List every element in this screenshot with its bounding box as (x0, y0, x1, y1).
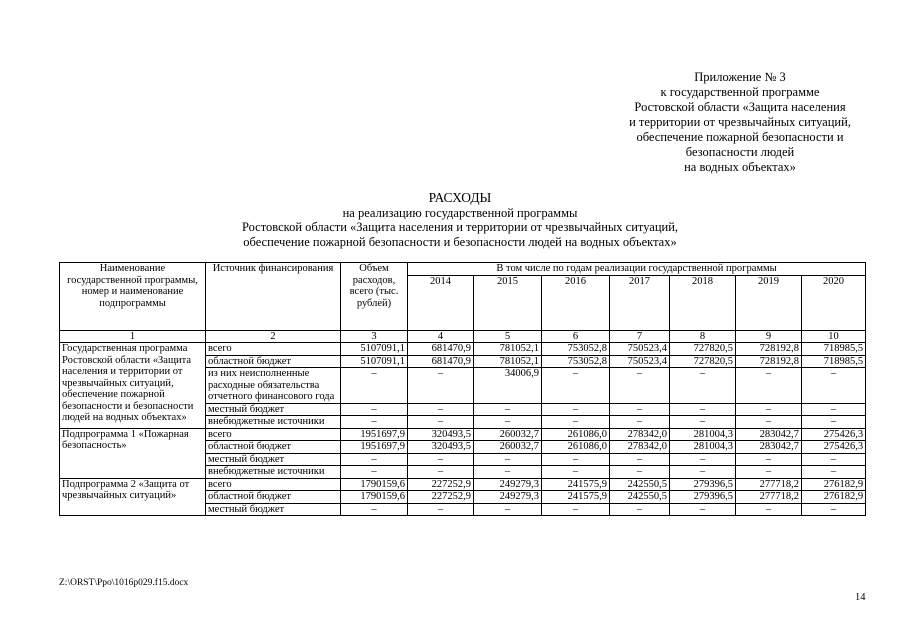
column-numbers-row (60, 330, 866, 343)
value-cell: 260032,7 (474, 428, 542, 441)
appendix-header (560, 70, 905, 175)
value-cell: 260032,7 (474, 441, 542, 454)
value-cell: – (474, 403, 542, 416)
col-number: 10 (802, 330, 866, 343)
year-header: 2015 (474, 275, 542, 330)
value-cell: 275426,3 (802, 441, 866, 454)
expenses-table (59, 262, 866, 516)
value-cell: 283042,7 (736, 428, 802, 441)
value-cell: 320493,5 (408, 441, 474, 454)
value-cell: – (408, 403, 474, 416)
value-cell: 5107091,1 (341, 343, 408, 356)
value-cell: 261086,0 (542, 428, 610, 441)
year-header: 2017 (610, 275, 670, 330)
value-cell: – (610, 403, 670, 416)
value-cell: – (670, 403, 736, 416)
value-cell: – (802, 503, 866, 516)
value-cell: – (542, 453, 610, 466)
value-cell: – (802, 403, 866, 416)
source-cell: всего (206, 343, 341, 356)
value-cell: 5107091,1 (341, 355, 408, 368)
value-cell: – (408, 466, 474, 479)
col-number: 1 (60, 330, 206, 343)
value-cell: – (542, 403, 610, 416)
value-cell: – (408, 453, 474, 466)
value-cell: 242550,5 (610, 491, 670, 504)
value-cell: 227252,9 (408, 491, 474, 504)
value-cell: 781052,1 (474, 343, 542, 356)
header-row (60, 263, 866, 276)
col-number: 9 (736, 330, 802, 343)
value-cell: 727820,5 (670, 343, 736, 356)
year-header: 2018 (670, 275, 736, 330)
value-cell: – (736, 466, 802, 479)
value-cell: – (474, 416, 542, 429)
document-title: РАСХОДЫ (428, 190, 492, 205)
value-cell: – (408, 368, 474, 404)
value-cell: – (542, 503, 610, 516)
value-cell: – (736, 368, 802, 404)
value-cell: 278342,0 (610, 441, 670, 454)
source-cell: местный бюджет (206, 503, 341, 516)
value-cell: 1790159,6 (341, 491, 408, 504)
col-number: 2 (206, 330, 341, 343)
source-cell: из них неисполненные расходные обязательства отчетного финансового года (206, 368, 341, 404)
value-cell: – (474, 503, 542, 516)
value-cell: – (670, 416, 736, 429)
source-cell: областной бюджет (206, 441, 341, 454)
source-cell: областной бюджет (206, 355, 341, 368)
value-cell: 750523,4 (610, 355, 670, 368)
source-cell: внебюджетные источники (206, 466, 341, 479)
value-cell: – (802, 466, 866, 479)
value-cell: – (542, 466, 610, 479)
col-number: 7 (610, 330, 670, 343)
value-cell: 281004,3 (670, 428, 736, 441)
value-cell: – (341, 368, 408, 404)
value-cell: – (670, 466, 736, 479)
value-cell: – (736, 503, 802, 516)
source-cell: местный бюджет (206, 403, 341, 416)
value-cell: – (610, 466, 670, 479)
file-path-footer: Z:\ORST\Ppo\1016p029.f15.docx (59, 578, 189, 588)
value-cell: – (736, 416, 802, 429)
value-cell: 281004,3 (670, 441, 736, 454)
col-header-source: Источник финансирования (206, 263, 341, 331)
value-cell: 681470,9 (408, 343, 474, 356)
heading-line: на реализацию государственной программы (342, 205, 578, 220)
col-number: 5 (474, 330, 542, 343)
document-heading (150, 191, 770, 249)
year-header: 2016 (542, 275, 610, 330)
value-cell: 241575,9 (542, 478, 610, 491)
source-cell: областной бюджет (206, 491, 341, 504)
year-header: 2020 (802, 275, 866, 330)
value-cell: – (736, 403, 802, 416)
value-cell: 241575,9 (542, 491, 610, 504)
year-header: 2014 (408, 275, 474, 330)
value-cell: 320493,5 (408, 428, 474, 441)
heading-line: Ростовской области «Защита населения и территории от чрезвычайных ситуаций, (241, 220, 679, 234)
value-cell: 249279,3 (474, 478, 542, 491)
value-cell: 275426,3 (802, 428, 866, 441)
value-cell: 242550,5 (610, 478, 670, 491)
table-row (60, 343, 866, 356)
value-cell: 781052,1 (474, 355, 542, 368)
year-header: 2019 (736, 275, 802, 330)
value-cell: 718985,5 (802, 343, 866, 356)
col-number: 3 (341, 330, 408, 343)
value-cell: – (341, 453, 408, 466)
value-cell: – (341, 416, 408, 429)
value-cell: 1951697,9 (341, 441, 408, 454)
value-cell: – (670, 368, 736, 404)
value-cell: 249279,3 (474, 491, 542, 504)
value-cell: – (341, 466, 408, 479)
value-cell: 283042,7 (736, 441, 802, 454)
appendix-line: на водных объектах» (684, 160, 796, 174)
value-cell: 728192,8 (736, 343, 802, 356)
value-cell: 261086,0 (542, 441, 610, 454)
value-cell: – (670, 453, 736, 466)
value-cell: 727820,5 (670, 355, 736, 368)
value-cell: 1951697,9 (341, 428, 408, 441)
col-header-years-caption: В том числе по годам реализации государственной программы (408, 263, 866, 276)
value-cell: – (542, 416, 610, 429)
col-header-name: Наименование государственной программы, номер и наименование подпрограммы (60, 263, 206, 331)
col-header-volume: Объем расходов, всего (тыс. рублей) (341, 263, 408, 331)
source-cell: внебюджетные источники (206, 416, 341, 429)
value-cell: – (802, 368, 866, 404)
source-cell: всего (206, 478, 341, 491)
value-cell: 279396,5 (670, 478, 736, 491)
table-row (60, 478, 866, 491)
subprogram-1-name: Подпрограмма 1 «Пожарная безопасность» (60, 428, 206, 478)
value-cell: 227252,9 (408, 478, 474, 491)
value-cell: – (542, 368, 610, 404)
value-cell: 681470,9 (408, 355, 474, 368)
col-number: 6 (542, 330, 610, 343)
col-number: 4 (408, 330, 474, 343)
value-cell: 753052,8 (542, 343, 610, 356)
value-cell: – (474, 453, 542, 466)
value-cell: – (341, 503, 408, 516)
value-cell: 718985,5 (802, 355, 866, 368)
appendix-line: обеспечение пожарной безопасности и (636, 130, 844, 144)
appendix-line: безопасности людей (685, 145, 795, 159)
value-cell: 276182,9 (802, 491, 866, 504)
value-cell: – (670, 503, 736, 516)
value-cell: 277718,2 (736, 491, 802, 504)
value-cell: 753052,8 (542, 355, 610, 368)
page-number: 14 (855, 592, 866, 603)
appendix-line: и территории от чрезвычайных ситуаций, (629, 115, 851, 129)
source-cell: всего (206, 428, 341, 441)
appendix-line: Ростовской области «Защита населения (634, 100, 846, 114)
value-cell: – (408, 503, 474, 516)
col-number: 8 (670, 330, 736, 343)
value-cell: 728192,8 (736, 355, 802, 368)
value-cell: – (802, 453, 866, 466)
value-cell: 34006,9 (474, 368, 542, 404)
value-cell: 277718,2 (736, 478, 802, 491)
value-cell: – (736, 453, 802, 466)
program-name: Государственная программа Ростовской области «Защита населения и территории от чрезвычайных ситуаций, обеспечение пожарной безопасности и безопасности людей на водных объектах» (60, 343, 206, 429)
value-cell: – (408, 416, 474, 429)
value-cell: 750523,4 (610, 343, 670, 356)
value-cell: 1790159,6 (341, 478, 408, 491)
value-cell: – (610, 503, 670, 516)
subprogram-2-name: Подпрограмма 2 «Защита от чрезвычайных ситуаций» (60, 478, 206, 516)
value-cell: 278342,0 (610, 428, 670, 441)
heading-line: обеспечение пожарной безопасности и безопасности людей на водных объектах» (243, 234, 677, 249)
value-cell: – (610, 416, 670, 429)
table-row (60, 428, 866, 441)
value-cell: – (610, 453, 670, 466)
value-cell: 279396,5 (670, 491, 736, 504)
value-cell: – (341, 403, 408, 416)
value-cell: – (802, 416, 866, 429)
value-cell: – (474, 466, 542, 479)
appendix-line: к государственной программе (660, 85, 820, 99)
value-cell: 276182,9 (802, 478, 866, 491)
appendix-line: Приложение № 3 (694, 70, 786, 84)
source-cell: местный бюджет (206, 453, 341, 466)
value-cell: – (610, 368, 670, 404)
